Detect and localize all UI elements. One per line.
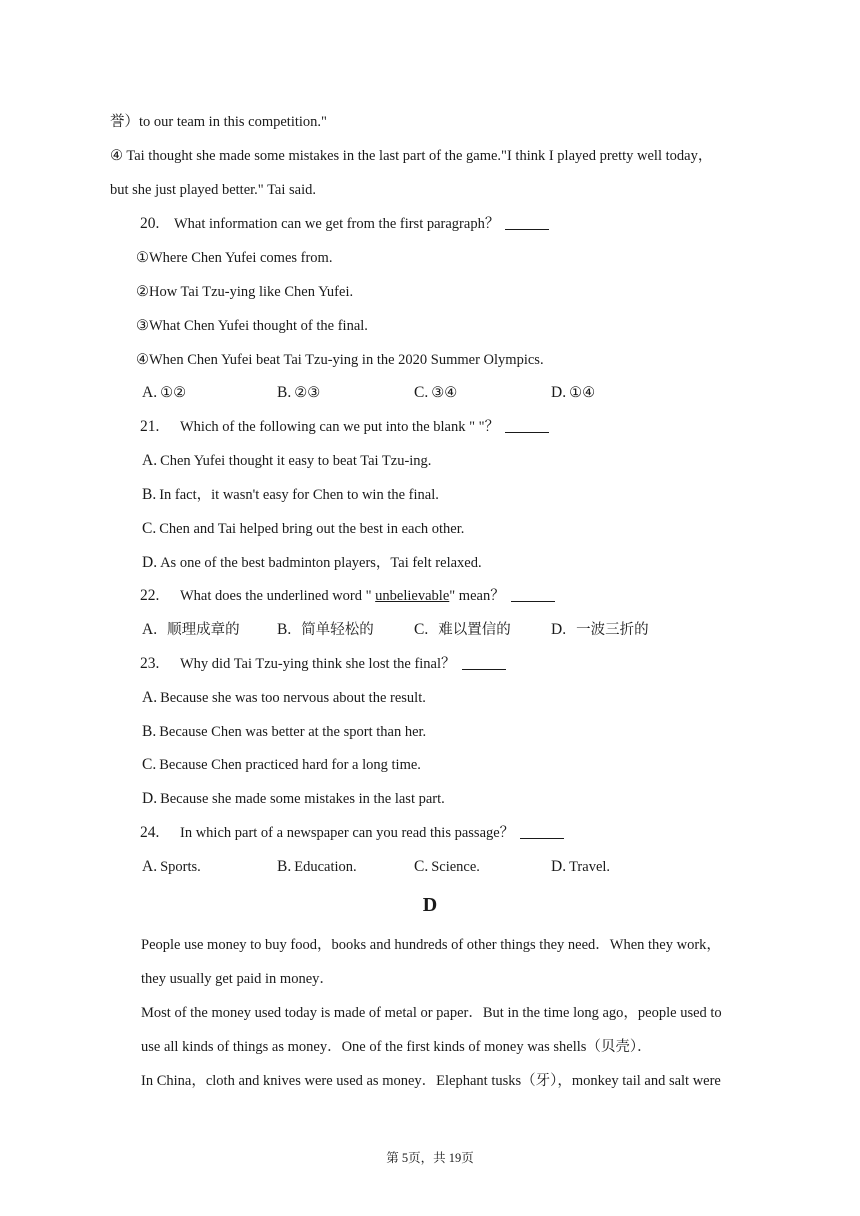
question-20: [140, 214, 549, 234]
option-c[interactable]: C. Science.: [414, 858, 480, 875]
option-c[interactable]: C. Because Chen practiced hard for a long time.: [142, 756, 421, 773]
question-text: " mean？: [449, 588, 505, 604]
option-a[interactable]: A. Chen Yufei thought it easy to beat Tai Tzu-ing.: [142, 452, 432, 469]
option-c[interactable]: C. ③④: [414, 384, 458, 401]
option-d[interactable]: D. Travel.: [551, 858, 611, 875]
question-number: 21.: [140, 418, 160, 435]
question-text: What information can we get from the first paragraph？: [174, 216, 500, 232]
option-a[interactable]: A. Sports.: [142, 858, 201, 875]
option-d[interactable]: D. As one of the best badminton players，Tai felt relaxed.: [142, 554, 482, 571]
question-24: [140, 823, 564, 843]
statement: ③What Chen Yufei thought of the final.: [136, 318, 368, 334]
option-b[interactable]: B. ②③: [277, 384, 321, 401]
answer-blank[interactable]: [462, 655, 506, 670]
answer-blank[interactable]: [505, 215, 549, 230]
answer-blank[interactable]: [511, 587, 555, 602]
option-b[interactable]: B. Because Chen was better at the sport than her.: [142, 723, 427, 740]
question-text: In which part of a newspaper can you read this passage？: [180, 825, 515, 841]
question-text: What does the underlined word ": [180, 588, 376, 604]
option-a[interactable]: A. 顺理成章的: [142, 621, 240, 638]
option-d[interactable]: D. 一波三折的: [551, 621, 649, 638]
passage-line: but she just played better." Tai said.: [110, 182, 316, 198]
question-22: [140, 586, 555, 606]
option-b[interactable]: B. Education.: [277, 858, 357, 875]
passage-line: 誉）to our team in this competition.": [110, 114, 327, 130]
passage-line: People use money to buy food，books and hundreds of other things they need．When they work，: [141, 937, 721, 953]
passage-line: use all kinds of things as money．One of the first kinds of money was shells（贝壳）．: [141, 1039, 652, 1055]
question-number: 23.: [140, 655, 160, 672]
question-text: Which of the following can we put into the blank " "？: [180, 419, 500, 435]
question-number: 20.: [140, 215, 160, 232]
answer-blank[interactable]: [520, 824, 564, 839]
statement: ①Where Chen Yufei comes from.: [136, 250, 333, 266]
passage-line: In China，cloth and knives were used as money．Elephant tusks（牙），monkey tail and salt were: [141, 1073, 721, 1089]
question-number: 24.: [140, 824, 160, 841]
passage-line: they usually get paid in money．: [141, 971, 334, 987]
underlined-word: unbelievable: [375, 588, 450, 604]
section-heading: D: [422, 894, 438, 916]
option-b[interactable]: B. 简单轻松的: [277, 621, 374, 638]
statement: ④When Chen Yufei beat Tai Tzu-ying in the 2020 Summer Olympics.: [136, 352, 544, 368]
option-c[interactable]: C. 难以置信的: [414, 621, 511, 638]
page-footer: 第 5页，共 19页: [386, 1151, 474, 1165]
question-23: [140, 654, 506, 674]
answer-blank[interactable]: [505, 418, 549, 433]
passage-line: ④ Tai thought she made some mistakes in the last part of the game."I think I played pretty well today，: [110, 148, 713, 164]
option-d[interactable]: D. ①④: [551, 384, 596, 401]
passage-line: Most of the money used today is made of metal or paper．But in the time long ago，people used to: [141, 1005, 722, 1021]
option-d[interactable]: D. Because she made some mistakes in the last part.: [142, 790, 445, 807]
option-b[interactable]: B. In fact，it wasn't easy for Chen to win the final.: [142, 486, 439, 503]
option-c[interactable]: C. Chen and Tai helped bring out the best in each other.: [142, 520, 465, 537]
question-21: [140, 417, 549, 437]
option-a[interactable]: A. ①②: [142, 384, 187, 401]
question-number: 22.: [140, 587, 160, 604]
question-text: Why did Tai Tzu-ying think she lost the final？: [180, 656, 456, 672]
statement: ②How Tai Tzu-ying like Chen Yufei.: [136, 284, 354, 300]
option-a[interactable]: A. Because she was too nervous about the result.: [142, 689, 426, 706]
